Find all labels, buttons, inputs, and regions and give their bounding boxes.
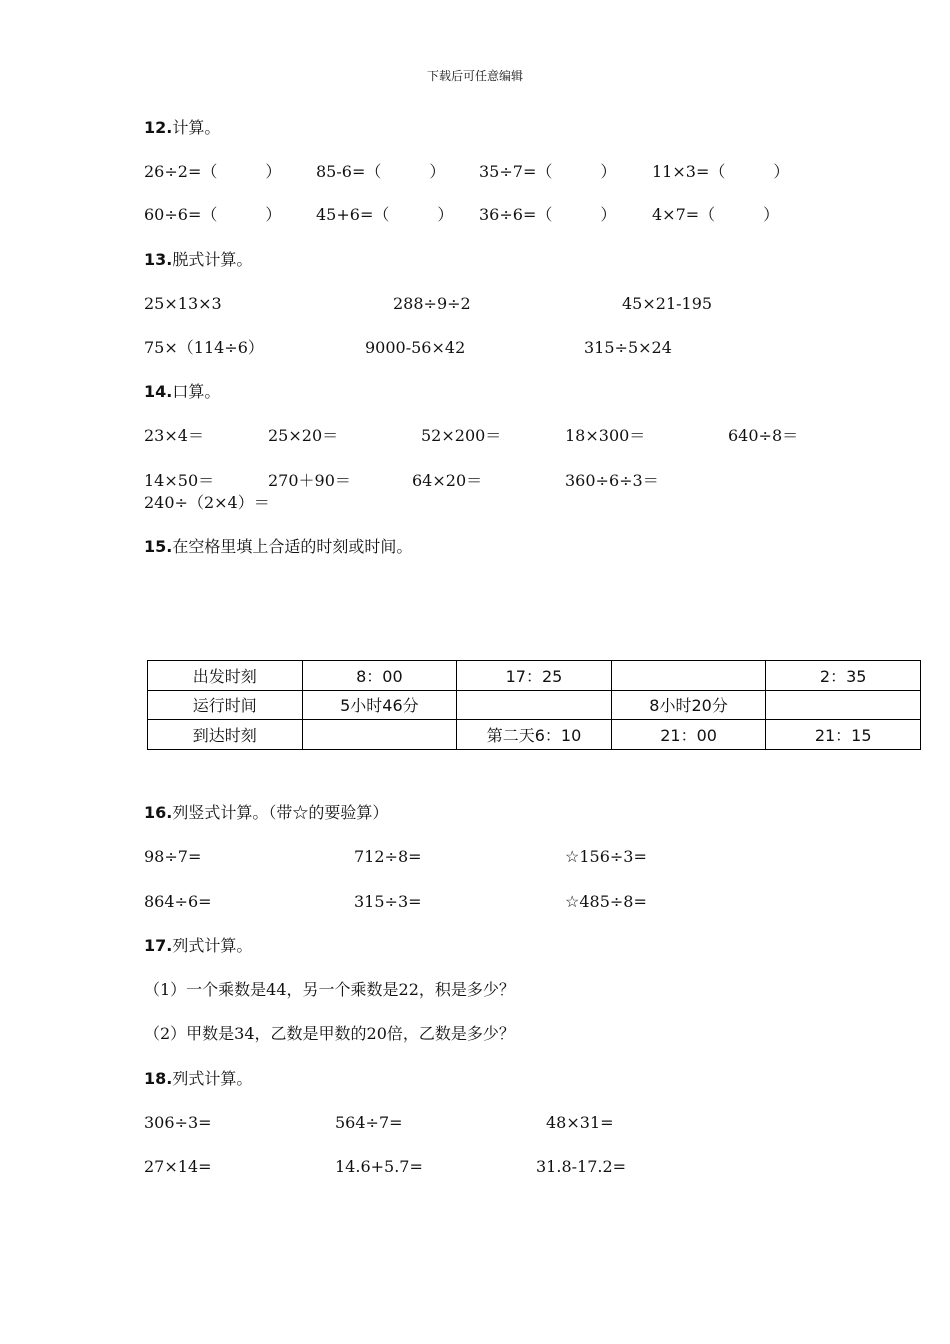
q18-item: 306÷3=: [144, 1113, 212, 1132]
q18-item: 31.8-17.2=: [536, 1157, 627, 1176]
q14-item: 18×300＝: [565, 426, 646, 445]
table-cell: 到达时刻: [148, 720, 303, 750]
time-table: [147, 660, 921, 750]
q17-title: 列式计算。: [172, 936, 253, 955]
q12-item: 4×7=（ ）: [652, 205, 780, 224]
table-cell: 8：00: [302, 661, 457, 691]
q14-item: 14×50＝: [144, 471, 215, 490]
table-cell: 21：00: [611, 720, 766, 750]
q14-item: 64×20＝: [412, 471, 483, 490]
q16-title: 列竖式计算。（带☆的要验算）: [172, 803, 389, 822]
q16-number: 16.: [144, 803, 173, 822]
table-cell: [457, 690, 612, 720]
q12-row1: [144, 161, 844, 183]
table-cell: [302, 720, 457, 750]
table-cell: [611, 661, 766, 691]
q13-row2: [144, 337, 844, 359]
table-cell: 21：15: [766, 720, 921, 750]
q13-item: 315÷5×24: [584, 338, 672, 357]
q12-item: 85-6=（ ）: [316, 162, 446, 181]
q13-item: 9000-56×42: [365, 338, 466, 357]
table-cell: 17：25: [457, 661, 612, 691]
q18-item: 27×14=: [144, 1157, 212, 1176]
q14-row1: [144, 425, 844, 447]
q12-item: 60÷6=（ ）: [144, 205, 282, 224]
q14-row3: [144, 492, 270, 514]
q12-item: 26÷2=（ ）: [144, 162, 282, 181]
q14-row2: [144, 470, 844, 492]
q18-heading: [144, 1068, 252, 1090]
q14-item: 270＋90＝: [268, 471, 351, 490]
q13-number: 13.: [144, 250, 173, 269]
table-cell: 运行时间: [148, 690, 303, 720]
q12-item: 45+6=（ ）: [316, 205, 454, 224]
q18-item: 48×31=: [546, 1113, 614, 1132]
q16-item: 712÷8=: [354, 847, 422, 866]
q12-heading: [144, 117, 220, 139]
q18-row2: [144, 1156, 844, 1178]
q12-item: 36÷6=（ ）: [479, 205, 617, 224]
table-cell: [766, 690, 921, 720]
q14-item: 52×200＝: [421, 426, 502, 445]
q16-item: 315÷3=: [354, 892, 422, 911]
q18-title: 列式计算。: [172, 1069, 253, 1088]
q17-item: （2）甲数是34，乙数是甲数的20倍，乙数是多少？: [144, 1024, 515, 1043]
q13-heading: [144, 249, 252, 271]
table-cell: 出发时刻: [148, 661, 303, 691]
q14-item: 25×20＝: [268, 426, 339, 445]
q13-item: 45×21-195: [622, 294, 713, 313]
q14-heading: [144, 381, 220, 403]
q16-item: 98÷7=: [144, 847, 202, 866]
page-header: 下载后可任意编辑: [426, 69, 523, 83]
q18-number: 18.: [144, 1069, 173, 1088]
q15-number: 15.: [144, 537, 173, 556]
q16-item: ☆485÷8=: [565, 892, 647, 911]
q17-heading: [144, 935, 252, 957]
q15-heading: [144, 536, 412, 558]
q13-item: 75×（114÷6）: [144, 338, 264, 357]
q12-item: 35÷7=（ ）: [479, 162, 617, 181]
q16-row1: [144, 846, 844, 868]
q14-item: 23×4＝: [144, 426, 204, 445]
q16-heading: [144, 802, 388, 824]
q16-item: 864÷6=: [144, 892, 212, 911]
table-row: [148, 661, 921, 691]
q12-title: 计算。: [172, 118, 221, 137]
table-cell: 5小时46分: [302, 690, 457, 720]
q13-row1: [144, 293, 844, 315]
q14-item: 640÷8＝: [728, 426, 799, 445]
q14-item: 360÷6÷3＝: [565, 471, 659, 490]
q16-row2: [144, 891, 844, 913]
table-cell: 2：35: [766, 661, 921, 691]
q17-number: 17.: [144, 936, 173, 955]
table-cell: 第二天6：10: [457, 720, 612, 750]
q18-row1: [144, 1112, 844, 1134]
q18-item: 14.6+5.7=: [335, 1157, 423, 1176]
q14-number: 14.: [144, 382, 173, 401]
q17-item: （1）一个乘数是44，另一个乘数是22，积是多少？: [144, 980, 515, 999]
table-row: [148, 720, 921, 750]
q13-item: 288÷9÷2: [393, 294, 471, 313]
q13-title: 脱式计算。: [172, 250, 253, 269]
q12-item: 11×3=（ ）: [652, 162, 790, 181]
q15-title: 在空格里填上合适的时刻或时间。: [172, 537, 413, 556]
q18-item: 564÷7=: [335, 1113, 403, 1132]
q14-title: 口算。: [172, 382, 221, 401]
q16-item: ☆156÷3=: [565, 847, 647, 866]
q14-item: 240÷（2×4）＝: [144, 493, 270, 512]
q12-row2: [144, 204, 844, 226]
q13-item: 25×13×3: [144, 294, 222, 313]
table-row: [148, 690, 921, 720]
table-cell: 8小时20分: [611, 690, 766, 720]
q12-number: 12.: [144, 118, 173, 137]
